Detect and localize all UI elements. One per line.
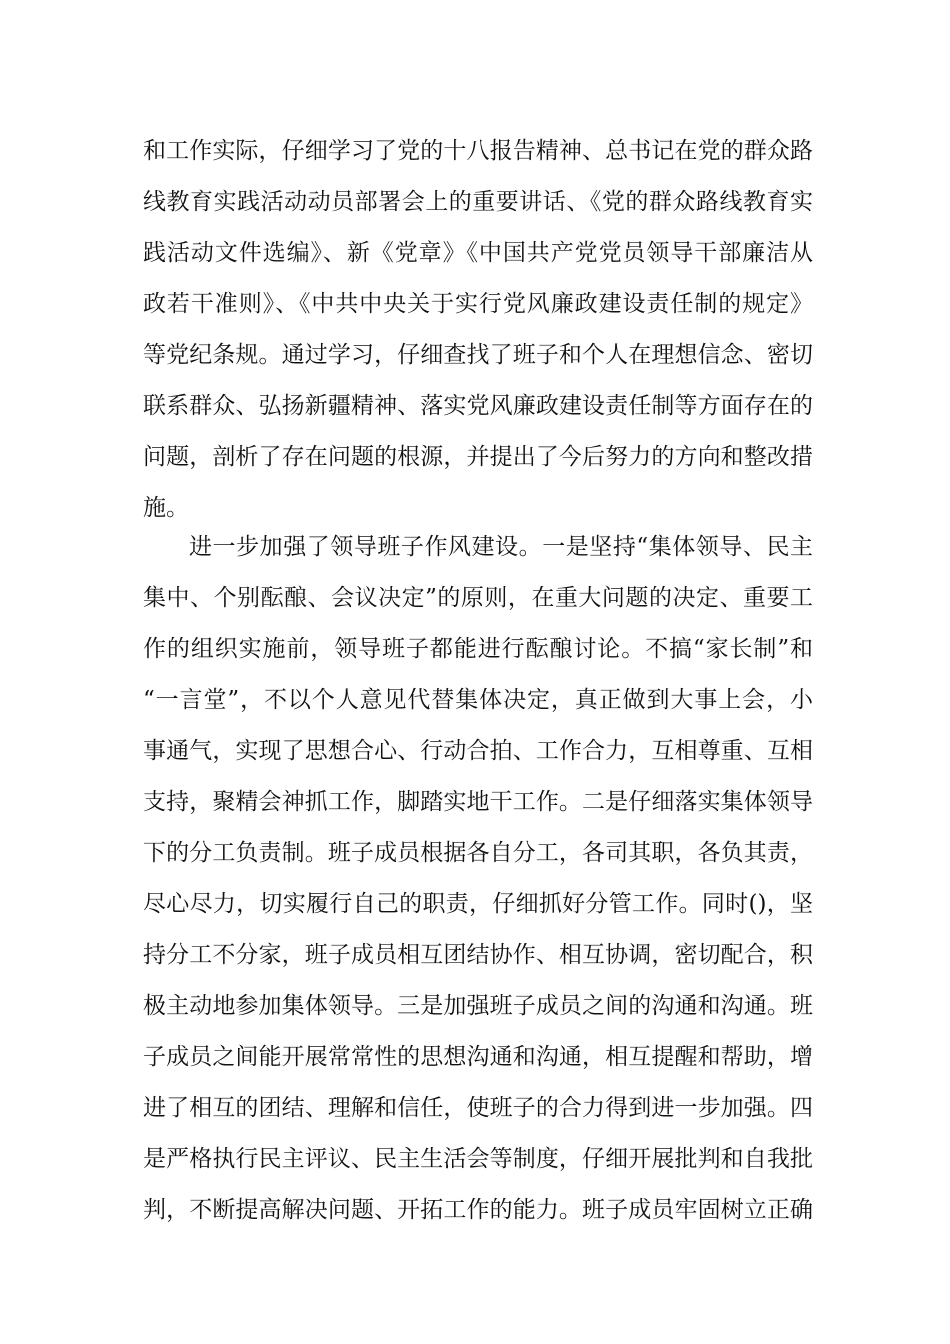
text-line: 是严格执行民主评议、民主生活会等制度，仔细开展批判和自我批 (143, 1146, 813, 1172)
text-line: 问题，剖析了存在问题的根源，并提出了今后努力的方向和整改措 (143, 444, 813, 470)
text-line: 集中、个别酝酿、会议决定”的原则，在重大问题的决定、重要工 (143, 585, 813, 611)
text-line: 践活动文件选编》、新《党章》《中国共产党党员领导干部廉洁从 (143, 240, 813, 266)
text-line: 线教育实践活动动员部署会上的重要讲话、《党的群众路线教育实 (143, 189, 813, 215)
text-line: 政若干准则》、《中共中央关于实行党风廉政建设责任制的规定》 (143, 291, 813, 317)
text-line: 持分工不分家，班子成员相互团结协作、相互协调，密切配合，积 (143, 942, 813, 968)
text-line: 尽心尽力，切实履行自己的职责，仔细抓好分管工作。同时()，坚 (143, 891, 813, 917)
paragraph-study (143, 126, 813, 534)
text-line: 进了相互的团结、理解和信任，使班子的合力得到进一步加强。四 (143, 1095, 813, 1121)
text-line: “一言堂”，不以个人意见代替集体决定，真正做到大事上会，小 (143, 687, 813, 713)
text-line: 施。 (143, 495, 189, 521)
paragraph-work-style (143, 522, 813, 1236)
text-line: 判，不断提高解决问题、开拓工作的能力。班子成员牢固树立正确 (143, 1197, 813, 1223)
text-line: 联系群众、弘扬新疆精神、落实党风廉政建设责任制等方面存在的 (143, 393, 813, 419)
text-line: 支持，聚精会神抓工作，脚踏实地干工作。二是仔细落实集体领导 (143, 789, 813, 815)
text-line: 事通气，实现了思想合心、行动合拍、工作合力，互相尊重、互相 (143, 738, 813, 764)
text-line: 等党纪条规。通过学习，仔细查找了班子和个人在理想信念、密切 (143, 342, 813, 368)
text-line: 进一步加强了领导班子作风建设。一是坚持“集体领导、民主 (189, 534, 813, 560)
text-line: 下的分工负责制。班子成员根据各自分工，各司其职，各负其责， (143, 840, 813, 866)
text-line: 子成员之间能开展常常性的思想沟通和沟通，相互提醒和帮助，增 (143, 1044, 813, 1070)
text-line: 和工作实际，仔细学习了党的十八报告精神、总书记在党的群众路 (143, 138, 813, 164)
text-line: 作的组织实施前，领导班子都能进行酝酿讨论。不搞“家长制”和 (143, 636, 813, 662)
text-line: 极主动地参加集体领导。三是加强班子成员之间的沟通和沟通。班 (143, 993, 813, 1019)
